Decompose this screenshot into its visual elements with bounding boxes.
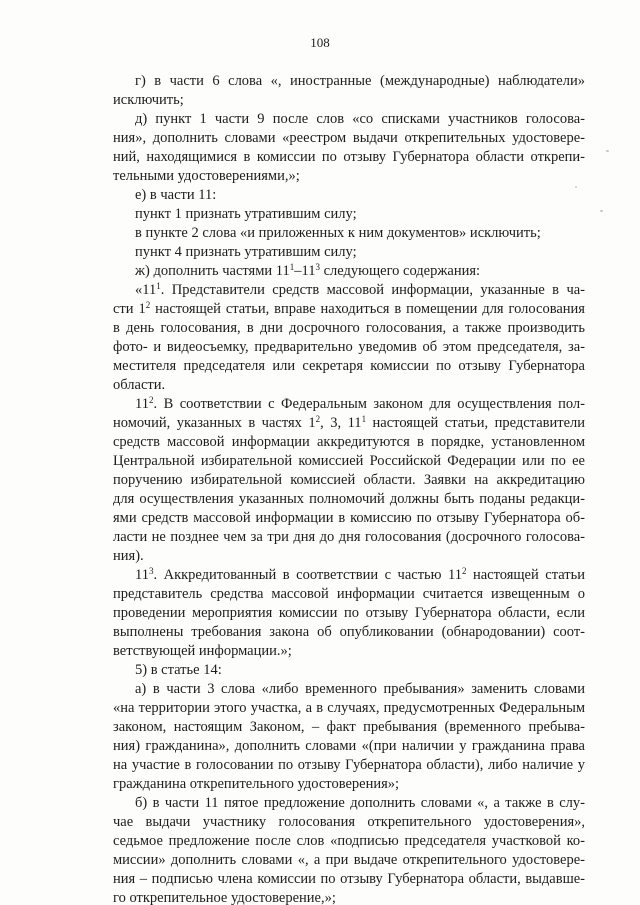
text-segment: б) в части 11 пятое предложение дополнить словами «, а также в слу- <box>135 795 585 811</box>
text-line-l10 <box>113 243 585 262</box>
text-line-l11 <box>113 262 585 281</box>
text-line-l23 <box>113 490 585 509</box>
text-line-l09 <box>113 224 585 243</box>
text-line-l17 <box>113 376 585 395</box>
text-line-l39 <box>113 794 585 813</box>
text-segment: чае выдачи участнику голосования открепительного удостоверения», <box>113 814 585 830</box>
text-line-l43 <box>113 870 585 889</box>
text-line-l32 <box>113 661 585 680</box>
superscript-index: 2 <box>461 566 467 576</box>
text-segment: области. <box>113 377 166 393</box>
text-segment: го открепительное удостоверение,»; <box>113 890 336 905</box>
text-line-l26 <box>113 547 585 566</box>
text-line-l03 <box>113 110 585 129</box>
text-segment: 11 <box>135 567 149 583</box>
superscript-index: 2 <box>315 414 321 424</box>
superscript-index: 1 <box>156 281 161 291</box>
text-line-l02 <box>113 91 585 110</box>
text-line-l33 <box>113 680 585 699</box>
text-line-l06 <box>113 167 585 186</box>
scan-speck <box>575 186 577 188</box>
text-segment: пункт 4 признать утратившим силу; <box>135 244 357 260</box>
text-segment: . Аккредитованный в соответствии с частью 11 <box>153 567 462 583</box>
text-line-l40 <box>113 813 585 832</box>
text-segment: проведении мероприятия комиссии по отзыву Губернатора области, если <box>113 605 585 621</box>
text-segment: «11 <box>135 282 157 298</box>
text-segment: –11 <box>294 263 316 279</box>
superscript-index: 3 <box>315 262 320 272</box>
text-line-l30 <box>113 623 585 642</box>
text-line-l27 <box>113 566 585 585</box>
text-segment: сти 1 <box>113 301 146 317</box>
text-segment: ж) дополнить частями 11 <box>135 263 290 279</box>
text-segment: «на территории этого участка, а в случаях, предусмотренных Федеральным <box>113 700 585 716</box>
text-line-l31 <box>113 642 585 661</box>
text-segment: местителя председателя или секретаря комиссии по отзыву Губернатора <box>113 358 585 374</box>
text-segment: . В соответствии с Федеральным законом для осуществления пол- <box>153 396 585 412</box>
text-line-l21 <box>113 452 585 471</box>
text-line-l37 <box>113 756 585 775</box>
text-segment: д) пункт 1 части 9 после слов «со списками участников голосова- <box>135 111 585 127</box>
text-segment: в пункте 2 слова «и приложенных к ним документов» исключить; <box>135 225 541 241</box>
text-segment: в день голосования, в дни досрочного голосования, а также производить <box>113 320 585 336</box>
text-line-l25 <box>113 528 585 547</box>
text-segment: представитель средства массовой информации считается извещенным о <box>113 586 585 602</box>
text-segment: на участие в голосовании по отзыву Губернатора области), либо наличие у <box>113 757 585 773</box>
text-segment: выполнены требования закона об опубликовании (обнародовании) соот- <box>113 624 585 640</box>
text-segment: поручению избирательной комиссией области. Заявки на аккредитацию <box>113 472 585 488</box>
text-segment: настоящей статьи, представители <box>366 415 586 431</box>
text-segment: тельными удостоверениями,»; <box>113 168 300 184</box>
text-segment: ветствующей информации.»; <box>113 643 292 659</box>
text-line-l05 <box>113 148 585 167</box>
text-segment: а) в части 3 слова «либо временного пребывания» заменить словами <box>135 681 585 697</box>
text-segment: г) в части 6 слова «, иностранные (международные) наблюдатели» <box>135 73 585 89</box>
text-line-l14 <box>113 319 585 338</box>
superscript-index: 1 <box>289 262 295 272</box>
text-segment: следующего содержания: <box>319 263 481 279</box>
text-segment: для осуществления указанных полномочий должны быть поданы редакци- <box>113 491 585 507</box>
text-segment: ний, находящимися в комиссии по отзыву Губернатора области открепи- <box>113 149 585 165</box>
text-segment: миссии» дополнить словами «, а при выдаче открепительного удостовере- <box>113 852 585 868</box>
text-segment: настоящей статьи, вправе находиться в помещении для голосования <box>150 301 585 317</box>
text-line-l04 <box>113 129 585 148</box>
text-segment: настоящей статьи <box>466 567 585 583</box>
text-segment: Центральной избирательной комиссией Российской Федерации или по ее <box>113 453 585 469</box>
text-segment: е) в части 11: <box>135 187 217 203</box>
text-line-l22 <box>113 471 585 490</box>
scan-speck <box>600 210 603 212</box>
text-line-l13 <box>113 300 585 319</box>
superscript-index: 1 <box>361 414 367 424</box>
text-segment: 11 <box>135 396 149 412</box>
text-segment: ния – подписью члена комиссии по отзыву Губернатора области, выдавше- <box>113 871 585 887</box>
text-line-l20 <box>113 433 585 452</box>
text-line-l28 <box>113 585 585 604</box>
text-segment: , 3, 11 <box>320 415 362 431</box>
superscript-index: 2 <box>145 300 151 310</box>
text-line-l08 <box>113 205 585 224</box>
text-segment: 5) в статье 14: <box>135 662 222 678</box>
text-line-l29 <box>113 604 585 623</box>
text-segment: ями средств массовой информации в комиссию по отзыву Губернатора об- <box>113 510 585 526</box>
document-body <box>113 72 585 905</box>
text-segment: ния). <box>113 548 144 564</box>
text-line-l19 <box>113 414 585 433</box>
text-line-l35 <box>113 718 585 737</box>
text-line-l18 <box>113 395 585 414</box>
text-line-l41 <box>113 832 585 851</box>
text-segment: ласти не позднее чем за три дня до дня голосования (досрочного голосова- <box>113 529 585 545</box>
text-line-l16 <box>113 357 585 376</box>
text-line-l38 <box>113 775 585 794</box>
text-segment: ния», дополнить словами «реестром выдачи открепительных удостовере- <box>113 130 585 146</box>
text-line-l15 <box>113 338 585 357</box>
text-segment: . Представители средств массовой информации, указанные в ча- <box>160 282 585 298</box>
text-segment: средств массовой информации аккредитуются в порядке, установленном <box>113 434 585 450</box>
page-number: 108 <box>310 35 330 50</box>
text-line-l36 <box>113 737 585 756</box>
text-line-l24 <box>113 509 585 528</box>
superscript-index: 3 <box>148 566 154 576</box>
superscript-index: 2 <box>148 395 154 405</box>
text-line-l07 <box>113 186 585 205</box>
scan-speck <box>606 150 609 152</box>
text-segment: законом, настоящим Законом, – факт пребывания (временного пребыва- <box>113 719 585 735</box>
text-segment: ния) гражданина», дополнить словами «(при наличии у гражданина права <box>113 738 585 754</box>
text-segment: номочий, указанных в частях 1 <box>113 415 316 431</box>
text-segment: фото- и видеосъемку, предварительно уведомив об этом председателя, за- <box>113 339 585 355</box>
text-line-l01 <box>113 72 585 91</box>
text-segment: исключить; <box>113 92 184 108</box>
text-segment: гражданина открепительного удостоверения»; <box>113 776 400 792</box>
text-segment: пункт 1 признать утратившим силу; <box>135 206 357 222</box>
text-line-l44 <box>113 889 585 905</box>
text-line-l34 <box>113 699 585 718</box>
text-line-l12 <box>113 281 585 300</box>
text-segment: седьмое предложение после слов «подписью председателя участковой ко- <box>113 833 585 849</box>
text-line-l42 <box>113 851 585 870</box>
